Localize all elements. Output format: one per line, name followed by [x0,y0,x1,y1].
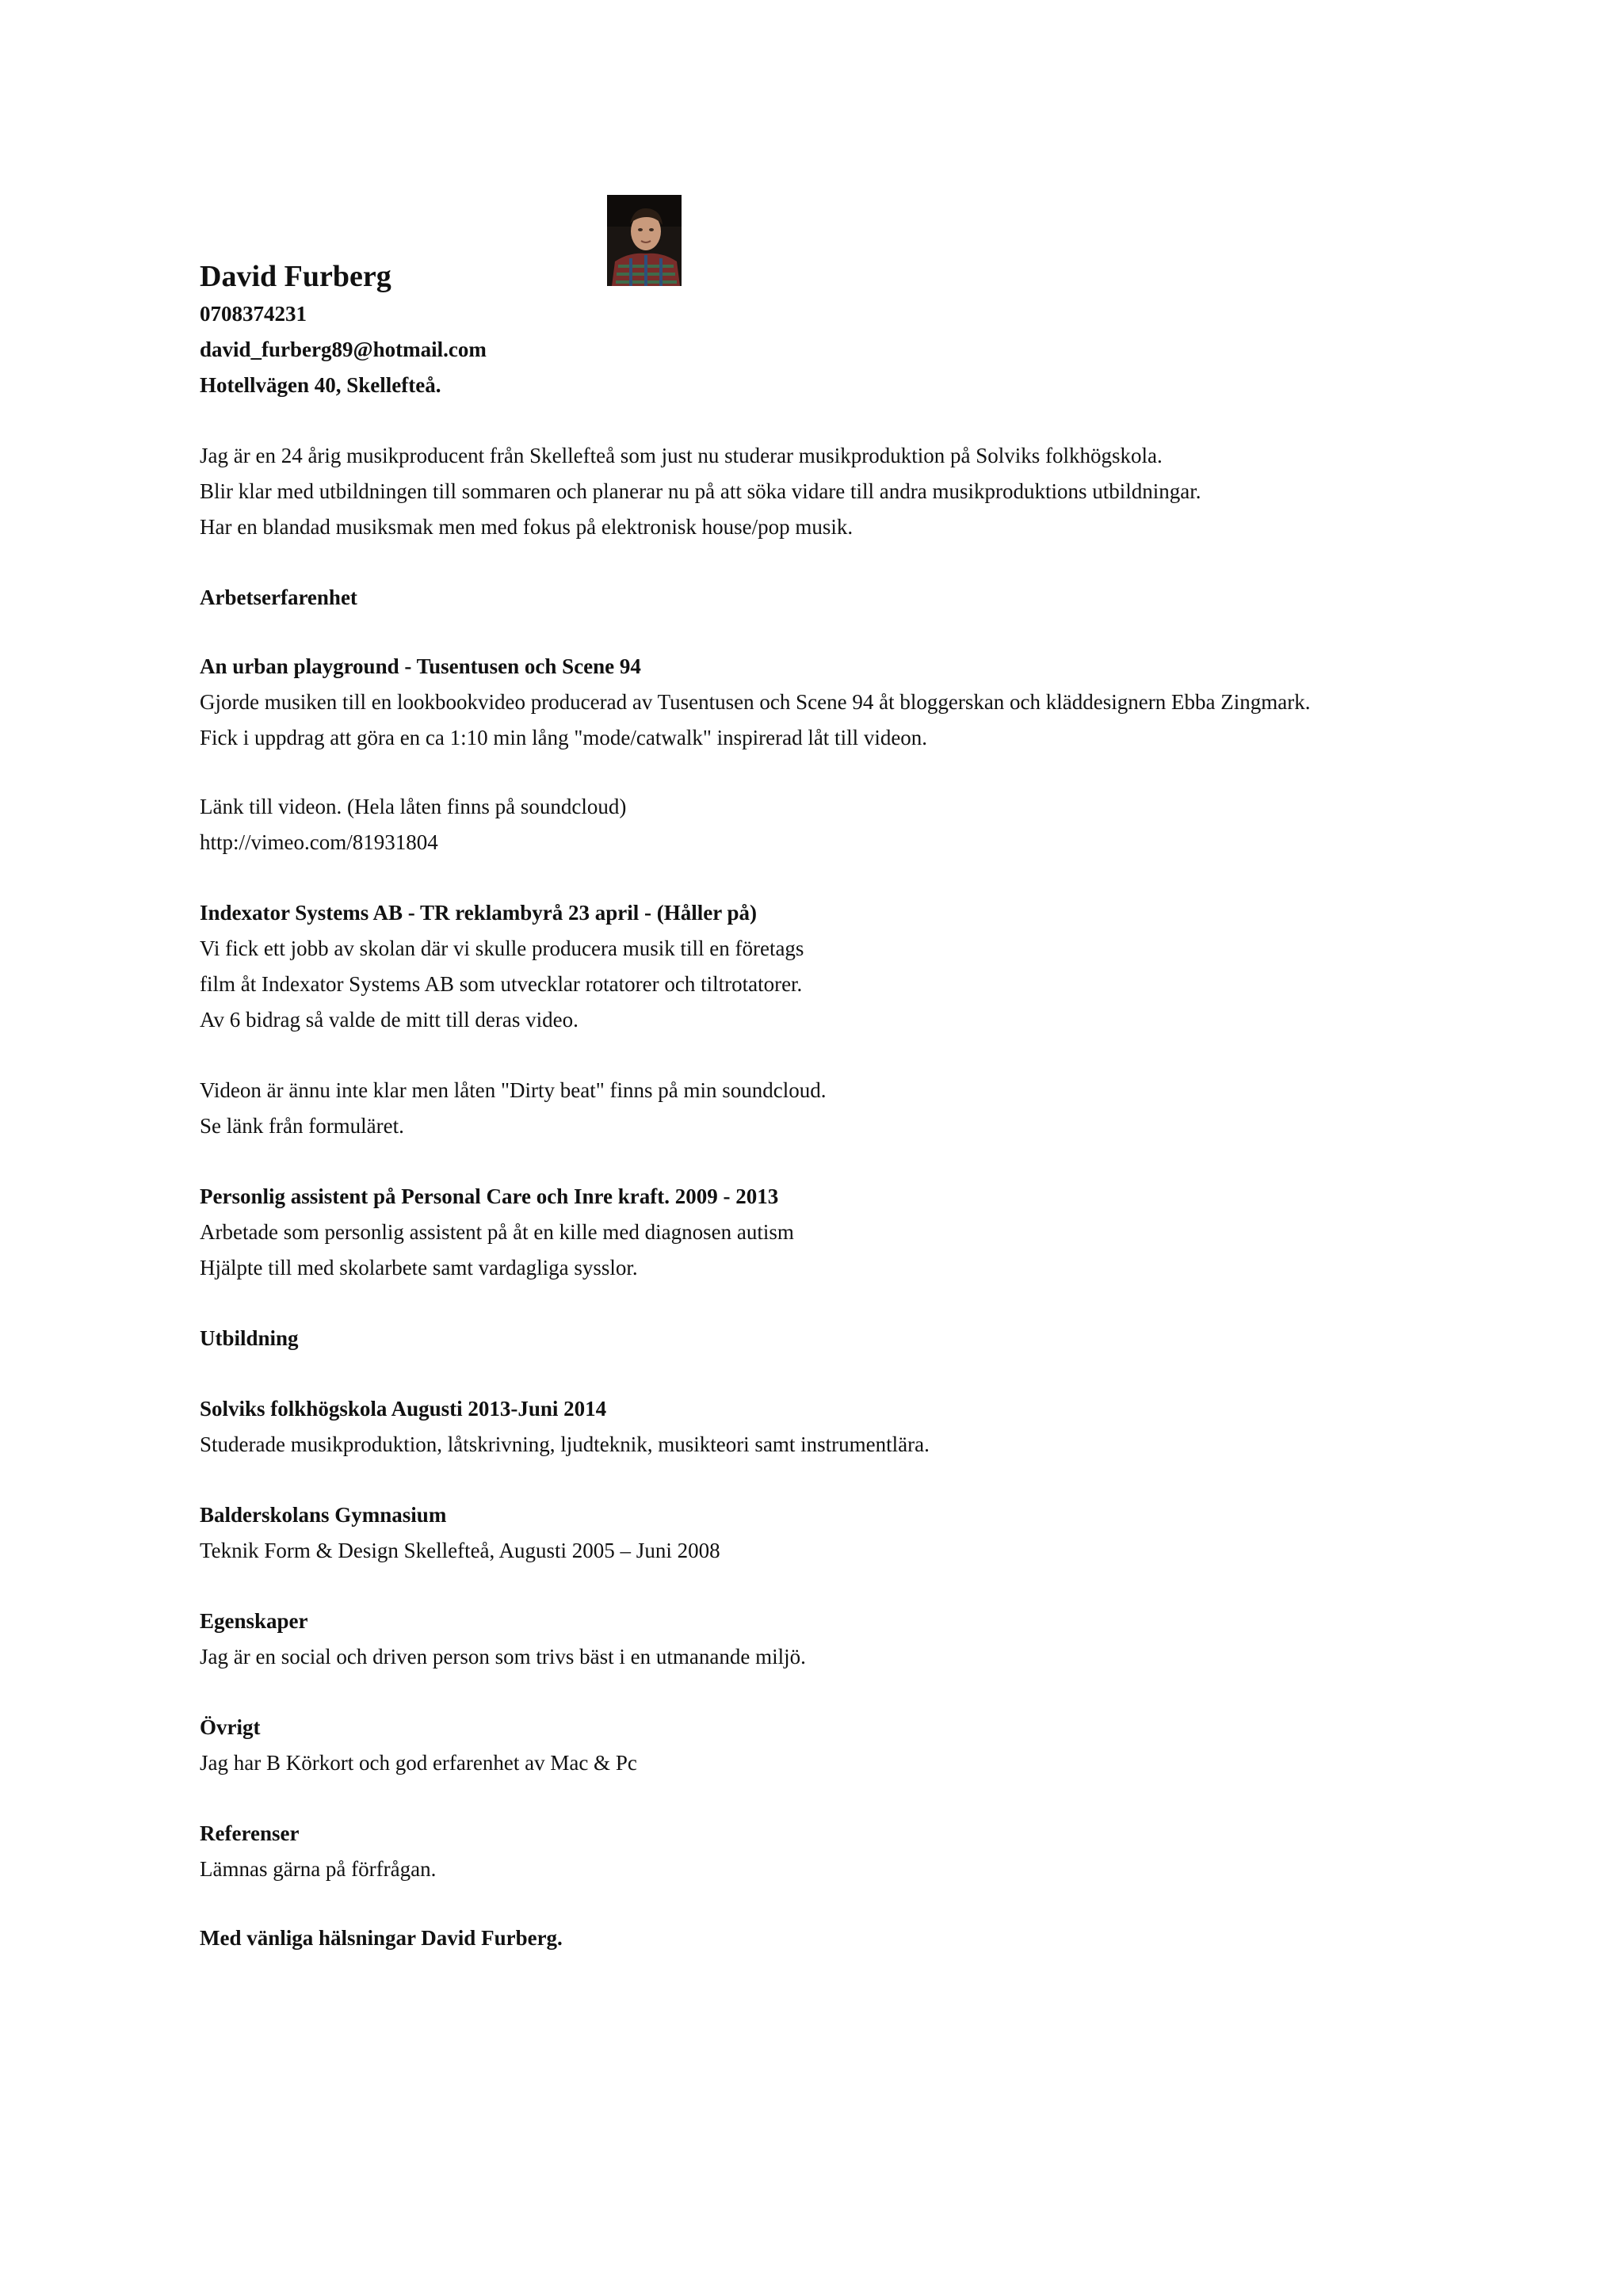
intro-line: Har en blandad musiksmak men med fokus på elektronisk house/pop musik. [200,515,854,539]
intro-line: Blir klar med utbildningen till sommaren och planerar nu på att söka vidare till andra musikproduktions utbildningar. [200,479,1201,503]
video-link-label: Länk till videon. (Hela låten finns på soundcloud) [200,795,627,818]
job-note-line: Se länk från formuläret. [200,1114,404,1138]
section-heading-education: Utbildning [200,1326,299,1350]
section-heading-references: Referenser [200,1821,300,1845]
section-heading-other: Övrigt [200,1715,261,1739]
job-note-line: Videon är ännu inte klar men låten "Dirty beat" finns på min soundcloud. [200,1078,827,1102]
school-title: Balderskolans Gymnasium [200,1503,447,1527]
job-description-line: Av 6 bidrag så valde de mitt till deras video. [200,1008,579,1032]
job-description-line: film åt Indexator Systems AB som utvecklar rotatorer och tiltrotatorer. [200,972,803,996]
video-link-url[interactable]: http://vimeo.com/81931804 [200,830,438,854]
spacer [200,1038,1499,1073]
postal-address: Hotellvägen 40, Skellefteå. [200,373,441,397]
spacer [200,1569,1499,1604]
job-description-line: Gjorde musiken till en lookbookvideo producerad av Tusentusen och Scene 94 åt bloggerskan och kläddesignern Ebba Zingmark. [200,690,1311,714]
school-description: Studerade musikproduktion, låtskrivning, ljudteknik, musikteori samt instrumentlära. [200,1432,930,1456]
spacer [200,1675,1499,1710]
spacer [200,1463,1499,1497]
spacer [200,1781,1499,1816]
email-address: david_furberg89@hotmail.com [200,338,487,361]
job-description-line: Hjälpte till med skolarbete samt vardagliga sysslor. [200,1256,638,1280]
section-heading-qualities: Egenskaper [200,1609,308,1633]
resume-document [200,196,1499,1956]
school-description: Teknik Form & Design Skellefteå, Augusti 2005 – Juni 2008 [200,1539,720,1562]
phone-number: 0708374231 [200,302,307,326]
spacer [200,756,1499,789]
spacer [200,1356,1499,1391]
spacer [200,545,1499,580]
spacer [200,860,1499,895]
job-description-line: Fick i uppdrag att göra en ca 1:10 min lång "mode/catwalk" inspirerad låt till videon. [200,726,928,749]
closing-signature: Med vänliga hälsningar David Furberg. [200,1926,563,1950]
job-title: An urban playground - Tusentusen och Scene 94 [200,654,641,678]
spacer [200,1286,1499,1321]
qualities-text: Jag är en social och driven person som trivs bäst i en utmanande miljö. [200,1645,806,1669]
references-text: Lämnas gärna på förfrågan. [200,1857,437,1881]
job-description-line: Vi fick ett jobb av skolan där vi skulle producera musik till en företags [200,936,804,960]
spacer [200,1887,1499,1920]
spacer [200,616,1499,649]
job-description-line: Arbetade som personlig assistent på åt en kille med diagnosen autism [200,1220,794,1244]
resume-name: David Furberg [200,260,391,293]
section-heading-work: Arbetserfarenhet [200,585,357,609]
spacer [200,1144,1499,1179]
school-title: Solviks folkhögskola Augusti 2013-Juni 2014 [200,1397,607,1421]
spacer [200,403,1499,438]
intro-line: Jag är en 24 årig musikproducent från Skellefteå som just nu studerar musikproduktion på Solviks folkhögskola. [200,444,1163,467]
job-title: Personlig assistent på Personal Care och Inre kraft. 2009 - 2013 [200,1184,779,1208]
other-text: Jag har B Körkort och god erfarenhet av Mac & Pc [200,1751,637,1775]
job-title: Indexator Systems AB - TR reklambyrå 23 april - (Håller på) [200,901,758,925]
